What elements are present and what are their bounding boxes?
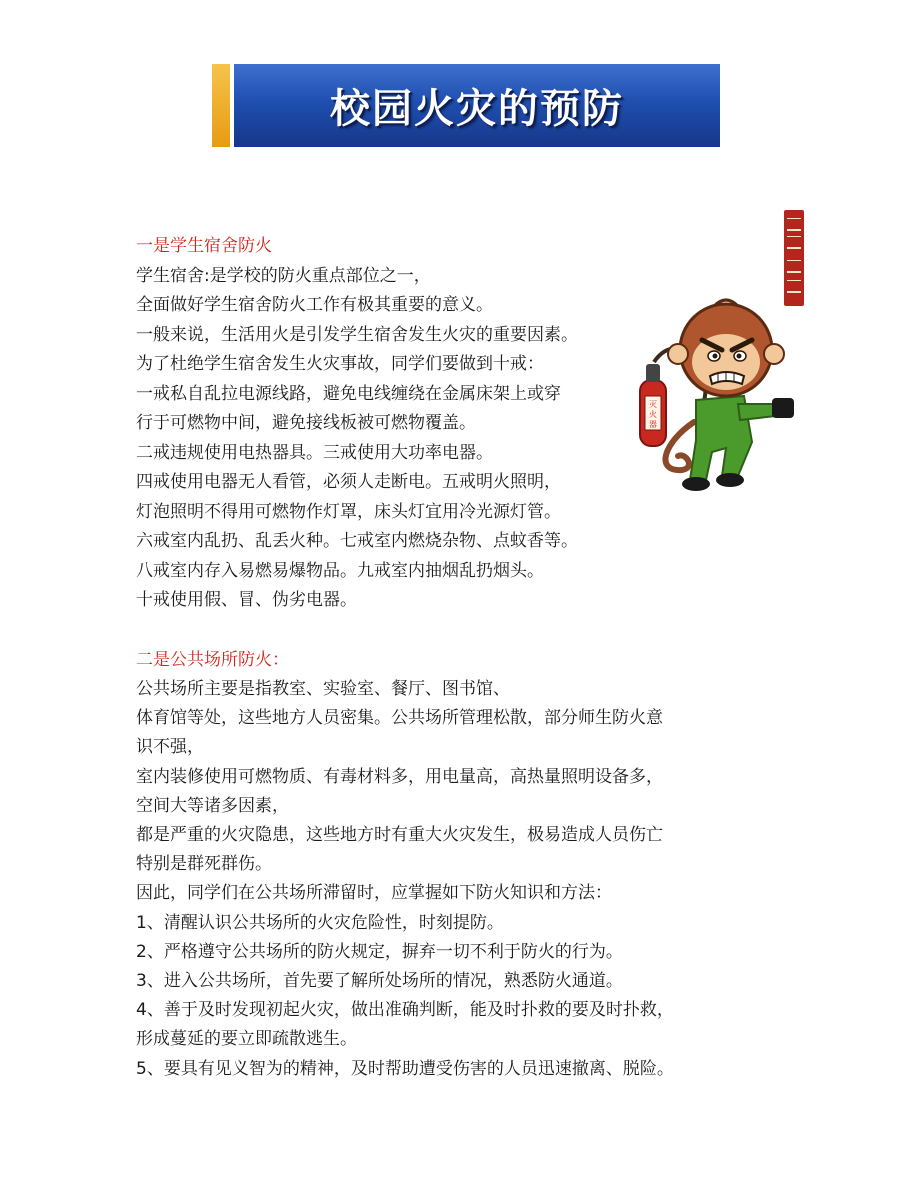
paragraph-line: 因此，同学们在公共场所滞留时，应掌握如下防火知识和方法：	[136, 883, 612, 904]
paragraph-line: 八戒室内存入易燃易爆物品。九戒室内抽烟乱扔烟头。	[136, 560, 544, 581]
paragraph-line: 体育馆等处，这些地方人员密集。公共场所管理松散，部分师生防火意	[136, 708, 663, 729]
list-item: 2、严格遵守公共场所的防火规定，摒弃一切不利于防火的行为。	[136, 941, 623, 962]
paragraph-line: 公共场所主要是指教室、实验室、餐厅、图书馆、	[136, 679, 510, 699]
paragraph-line: 识不强，	[136, 737, 204, 758]
list-item: 3、进入公共场所，首先要了解所处场所的情况，熟悉防火通道。	[136, 971, 623, 992]
paragraph-line: 空间大等诸多因素，	[136, 795, 289, 816]
list-item: 5、要具有见义智为的精神，及时帮助遭受伤害的人员迅速撤离、脱险。	[136, 1058, 674, 1079]
paragraph-line: 二戒违规使用电热器具。三戒使用大功率电器。	[136, 442, 493, 463]
paragraph-line: 一般来说，生活用火是引发学生宿舍发生火灾的重要因素。	[136, 324, 578, 345]
extinguisher-label-2: 火	[649, 410, 657, 419]
paragraph-line: 六戒室内乱扔、乱丢火种。七戒室内燃烧杂物、点蚊香等。	[136, 531, 578, 551]
paragraph-line: 为了杜绝学生宿舍发生火灾事故，同学们要做到十戒：	[136, 354, 544, 374]
paragraph-line: 四戒使用电器无人看管，必须人走断电。五戒明火照明，	[136, 472, 561, 492]
section-dormitory-fire-prevention	[136, 232, 776, 616]
section-public-places-fire-prevention	[136, 646, 776, 1084]
paragraph-line: 一戒私自乱拉电源线路，避免电线缠绕在金属床架上或穿	[136, 383, 561, 404]
section-spacer	[136, 616, 776, 646]
paragraph-line: 行于可燃物中间，避免接线板被可燃物覆盖。	[136, 413, 476, 433]
paragraph-line: 十戒使用假、冒、伪劣电器。	[136, 590, 357, 610]
paragraph-line: 灯泡照明不得用可燃物作灯罩，床头灯宜用冷光源灯管。	[136, 501, 561, 522]
section-heading: 二是公共场所防火：	[136, 649, 289, 670]
paragraph-line: 特别是群死群伤。	[136, 854, 272, 875]
title-banner	[212, 64, 720, 147]
article-body	[136, 232, 776, 1084]
list-item: 1、清醒认识公共场所的火灾危险性，时刻提防。	[136, 912, 504, 933]
extinguisher-label-1: 灭	[649, 400, 657, 409]
section-heading: 一是学生宿舍防火	[136, 236, 272, 256]
page-title: 校园火灾的预防	[330, 86, 624, 132]
paragraph-line: 学生宿舍:是学校的防火重点部位之一，	[136, 265, 431, 286]
list-item: 4、善于及时发现初起火灾，做出准确判断，能及时扑救的要及时扑救，	[136, 1000, 674, 1021]
title-accent-bar	[212, 64, 230, 147]
paragraph-line: 全面做好学生宿舍防火工作有极其重要的意义。	[136, 295, 493, 315]
title-box	[234, 64, 720, 147]
list-item: 形成蔓延的要立即疏散逃生。	[136, 1029, 357, 1050]
paragraph-line: 室内装修使用可燃物质、有毒材料多，用电量高，高热量照明设备多，	[136, 766, 663, 787]
extinguisher-label-3: 器	[649, 420, 657, 429]
paragraph-line: 都是严重的火灾隐患，这些地方时有重大火灾发生，极易造成人员伤亡	[136, 825, 663, 846]
